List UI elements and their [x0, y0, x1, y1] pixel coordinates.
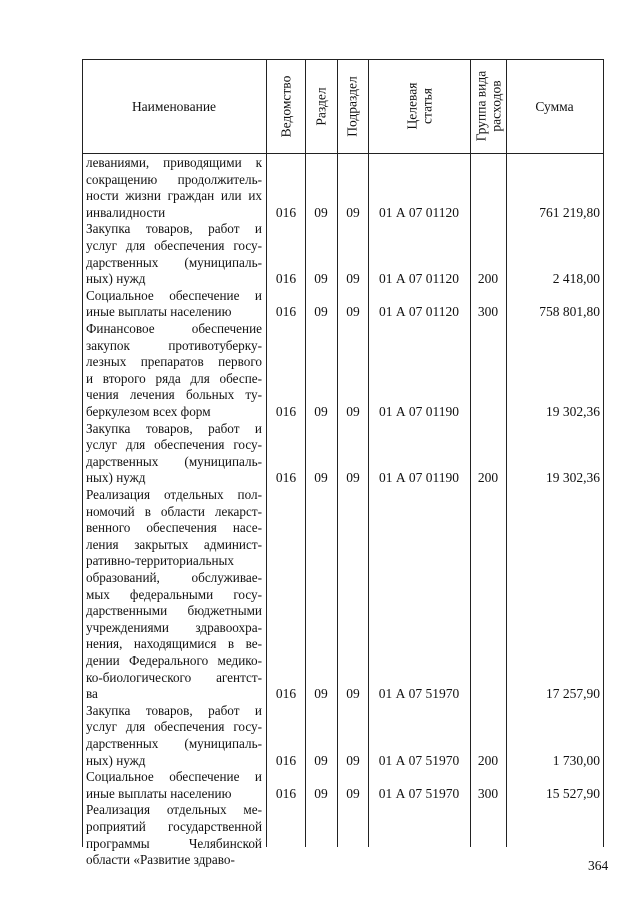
row-razdel: 09 — [314, 470, 328, 486]
row-celevaya-statya: 01 А 07 51970 — [378, 686, 460, 702]
row-podrazdel: 09 — [346, 470, 360, 486]
col-divider — [368, 59, 369, 847]
row-name-line: услуг для обеспечения госу- — [86, 719, 262, 735]
row-razdel: 09 — [314, 785, 328, 801]
row-vedomstvo: 016 — [275, 271, 297, 287]
header-gruppa — [470, 59, 506, 153]
row-celevaya-statya: 01 А 07 51970 — [378, 785, 460, 801]
row-name-line: учреждениями здравоохра- — [86, 619, 262, 635]
header-podrazdel-label: Подраздел — [345, 75, 361, 137]
row-summa: 19 302,36 — [546, 470, 600, 486]
row-vedomstvo: 016 — [275, 752, 297, 768]
row-name-line: услуг для обеспечения госу- — [86, 437, 262, 453]
header-gruppa-label — [473, 71, 503, 142]
row-vedomstvo: 016 — [275, 470, 297, 486]
row-summa: 761 219,80 — [539, 204, 600, 220]
row-name-line: Закупка товаров, работ и — [86, 702, 262, 718]
row-vedomstvo: 016 — [275, 686, 297, 702]
col-divider — [266, 59, 267, 847]
row-name-line: Финансовое обеспечение — [86, 321, 262, 336]
header-razdel — [305, 59, 337, 153]
header-name — [82, 59, 266, 153]
row-vedomstvo: 016 — [275, 404, 297, 419]
row-name-line: области «Развитие здраво- — [86, 852, 235, 868]
col-divider — [305, 59, 306, 847]
row-vedomstvo: 016 — [275, 304, 297, 320]
row-name-line: дарственных (муниципаль- — [86, 453, 262, 469]
row-summa: 15 527,90 — [546, 785, 600, 801]
header-raskhodov-line: расходов — [488, 80, 503, 132]
row-podrazdel: 09 — [346, 204, 360, 220]
col-divider — [506, 59, 507, 847]
row-gruppa: 200 — [477, 271, 499, 287]
row-name-line: программы Челябинской — [86, 835, 262, 851]
row-name-line: беркулезом всех форм — [86, 404, 211, 419]
row-celevaya-statya: 01 А 07 01120 — [378, 304, 460, 320]
row-name-line: Реализация отдельных пол- — [86, 487, 262, 502]
row-gruppa: 300 — [477, 304, 499, 320]
row-summa: 1 730,00 — [552, 752, 600, 768]
row-razdel: 09 — [314, 271, 328, 287]
table-left-border — [82, 59, 83, 847]
row-name-line: чения лечения больных ту- — [86, 387, 262, 403]
row-name-line: иные выплаты населению — [86, 785, 232, 801]
row-name-line: ративно-территориальных — [86, 553, 234, 569]
header-bottom-border — [82, 153, 604, 154]
row-razdel: 09 — [314, 752, 328, 768]
row-celevaya-statya: 01 А 07 51970 — [378, 752, 460, 768]
row-summa: 758 801,80 — [539, 304, 600, 320]
row-podrazdel: 09 — [346, 752, 360, 768]
row-name-line: ления закрытых админист- — [86, 536, 262, 552]
row-gruppa: 300 — [477, 785, 499, 801]
header-summa — [506, 59, 603, 153]
header-vedomstvo-label: Ведомство — [278, 75, 293, 137]
row-razdel: 09 — [314, 204, 328, 220]
row-name-line: венного обеспечения насе- — [86, 520, 262, 536]
row-podrazdel: 09 — [346, 785, 360, 801]
row-summa: 17 257,90 — [546, 686, 600, 702]
row-name-line: леваниями, приводящими к — [86, 155, 262, 170]
header-celevaya-statya — [368, 59, 470, 153]
row-name-line: иные выплаты населению — [86, 304, 232, 320]
row-name-line: ва — [86, 686, 98, 702]
row-name-line: ко-биологического агентст- — [86, 669, 262, 685]
header-vedomstvo — [266, 59, 305, 153]
col-divider — [337, 59, 338, 847]
row-name-line: образований, обслуживае- — [86, 570, 262, 585]
header-razdel-label: Раздел — [313, 86, 329, 126]
header-celevaya-statya-label — [404, 83, 434, 130]
row-name-line: лезных препаратов первого — [86, 354, 262, 370]
row-name-line: Реализация отдельных ме- — [86, 802, 262, 818]
row-razdel: 09 — [314, 404, 328, 419]
row-celevaya-statya: 01 А 07 01190 — [378, 404, 460, 419]
col-divider — [470, 59, 471, 847]
row-podrazdel: 09 — [346, 271, 360, 287]
row-name-line: дении Федерального медико- — [86, 653, 262, 668]
row-vedomstvo: 016 — [275, 785, 297, 801]
row-name-line: услуг для обеспечения госу- — [86, 238, 262, 253]
header-celevaya-line: Целевая — [404, 82, 419, 130]
row-name-line: дарственных (муниципаль- — [86, 736, 262, 751]
row-vedomstvo: 016 — [275, 204, 297, 220]
table-right-border — [603, 59, 604, 847]
row-name-line: сокращению продолжитель- — [86, 171, 262, 187]
row-name-line: номочий в области лекарст- — [86, 503, 262, 519]
row-gruppa: 200 — [477, 470, 499, 486]
page-number: 364 — [588, 858, 609, 873]
row-name-line: дарственных (муниципаль- — [86, 254, 262, 270]
row-name-line: ных) нужд — [86, 752, 146, 768]
row-name-line: мых федеральными госу- — [86, 586, 262, 602]
row-podrazdel: 09 — [346, 304, 360, 320]
row-summa: 19 302,36 — [546, 404, 600, 419]
header-name-label: Наименование — [131, 98, 217, 114]
row-name-line: ности жизни граждан или их — [86, 188, 262, 204]
row-name-line: Закупка товаров, работ и — [86, 420, 262, 436]
row-celevaya-statya: 01 А 07 01120 — [378, 271, 460, 287]
row-summa: 2 418,00 — [552, 271, 600, 287]
row-celevaya-statya: 01 А 07 01120 — [378, 204, 460, 220]
header-podrazdel — [337, 59, 368, 153]
row-name-line: ных) нужд — [86, 271, 146, 287]
row-podrazdel: 09 — [346, 686, 360, 702]
header-statya-line: статья — [419, 88, 434, 124]
header-summa-label: Сумма — [535, 98, 574, 114]
row-name-line: Социальное обеспечение и — [86, 769, 262, 785]
row-name-line: ных) нужд — [86, 470, 146, 486]
row-name-line: роприятий государственной — [86, 819, 262, 834]
row-name-line: дарственными бюджетными — [86, 603, 262, 619]
row-name-line: закупок противотуберку- — [86, 337, 262, 353]
row-name-line: Социальное обеспечение и — [86, 287, 262, 303]
row-razdel: 09 — [314, 686, 328, 702]
row-celevaya-statya: 01 А 07 01190 — [378, 470, 460, 486]
row-gruppa: 200 — [477, 752, 499, 768]
row-name-line: нения, находящимися в ве- — [86, 636, 262, 652]
row-name-line: Закупка товаров, работ и — [86, 221, 262, 237]
row-podrazdel: 09 — [346, 404, 360, 419]
row-name-line: и второго ряда для обеспе- — [86, 370, 262, 386]
row-name-line: инвалидности — [86, 204, 166, 220]
row-razdel: 09 — [314, 304, 328, 320]
header-gruppa-line: Группа вида — [473, 70, 488, 142]
